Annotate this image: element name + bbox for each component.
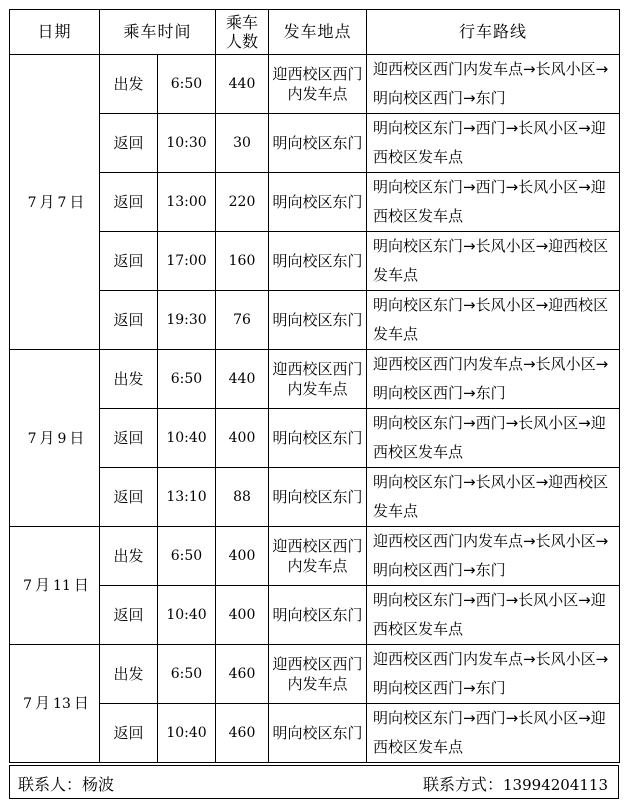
departure-time: 6:50 (158, 645, 216, 704)
departure-location: 明向校区东门 (269, 291, 367, 350)
route-description: 迎西校区西门内发车点→长风小区→明向校区西门→东门 (367, 55, 620, 114)
table-row (10, 586, 620, 645)
trip-type: 返回 (100, 173, 158, 232)
date-month-suffix: 月 (39, 428, 55, 447)
passenger-count: 30 (216, 114, 269, 173)
route-description: 迎西校区西门内发车点→长风小区→明向校区西门→东门 (367, 645, 620, 704)
header-date: 日期 (10, 10, 100, 55)
departure-time: 13:00 (158, 173, 216, 232)
date-month: 7 (23, 578, 33, 594)
date-cell (10, 527, 100, 645)
departure-location: 明向校区东门 (269, 232, 367, 291)
date-day-suffix: 日 (73, 694, 89, 712)
route-description: 迎西校区西门内发车点→长风小区→明向校区西门→东门 (367, 350, 620, 409)
date-cell (10, 645, 100, 763)
date-day-suffix: 日 (69, 192, 85, 211)
date-month-suffix: 月 (39, 192, 55, 211)
table-row (10, 527, 620, 586)
trip-type: 返回 (100, 704, 158, 763)
trip-type: 出发 (100, 350, 158, 409)
header-count-line2: 人数 (225, 32, 258, 51)
date-month: 7 (23, 696, 33, 712)
header-count (216, 10, 269, 55)
table-row (10, 114, 620, 173)
passenger-count: 88 (216, 468, 269, 527)
header-row (10, 10, 620, 55)
date-month: 7 (27, 194, 37, 211)
table-row (10, 55, 620, 114)
date-day: 7 (57, 194, 67, 211)
trip-type: 返回 (100, 291, 158, 350)
contact-phone (423, 772, 608, 795)
date-day-suffix: 日 (69, 428, 85, 447)
passenger-count: 460 (216, 704, 269, 763)
route-description: 明向校区东门→西门→长风小区→迎西校区发车点 (367, 586, 620, 645)
passenger-count: 400 (216, 527, 269, 586)
departure-time: 17:00 (158, 232, 216, 291)
table-row (10, 645, 620, 704)
trip-type: 返回 (100, 114, 158, 173)
phone-number: 13994204113 (503, 776, 608, 794)
table-row (10, 468, 620, 527)
schedule-body (10, 10, 620, 763)
contact-footer (9, 765, 619, 799)
date-day: 13 (53, 696, 71, 712)
departure-time: 19:30 (158, 291, 216, 350)
contact-name: 杨波 (82, 775, 115, 794)
departure-location: 明向校区东门 (269, 409, 367, 468)
route-description: 明向校区东门→西门→长风小区→迎西校区发车点 (367, 173, 620, 232)
route-description: 迎西校区西门内发车点→长风小区→明向校区西门→东门 (367, 527, 620, 586)
date-day: 9 (57, 430, 67, 447)
trip-type: 返回 (100, 409, 158, 468)
departure-time: 13:10 (158, 468, 216, 527)
date-cell (10, 350, 100, 527)
date-cell (10, 55, 100, 350)
bus-schedule-table (9, 9, 620, 763)
passenger-count: 400 (216, 409, 269, 468)
header-count-line1: 乘车 (225, 13, 258, 32)
departure-time: 6:50 (158, 527, 216, 586)
route-description: 明向校区东门→西门→长风小区→迎西校区发车点 (367, 409, 620, 468)
trip-type: 出发 (100, 527, 158, 586)
departure-location: 迎西校区西门内发车点 (269, 55, 367, 114)
schedule-sheet (9, 9, 620, 763)
passenger-count: 400 (216, 586, 269, 645)
table-row (10, 291, 620, 350)
departure-time: 6:50 (158, 350, 216, 409)
table-row (10, 173, 620, 232)
departure-location: 明向校区东门 (269, 114, 367, 173)
passenger-count: 76 (216, 291, 269, 350)
departure-time: 10:40 (158, 409, 216, 468)
route-description: 明向校区东门→西门→长风小区→迎西校区发车点 (367, 114, 620, 173)
departure-time: 10:30 (158, 114, 216, 173)
route-description: 明向校区东门→西门→长风小区→迎西校区发车点 (367, 704, 620, 763)
date-month-suffix: 月 (35, 576, 51, 594)
date-day-suffix: 日 (73, 576, 89, 594)
date-month-suffix: 月 (35, 694, 51, 712)
passenger-count: 440 (216, 55, 269, 114)
header-origin: 发车地点 (269, 10, 367, 55)
contact-label: 联系人： (18, 775, 83, 794)
header-time: 乘车时间 (100, 10, 216, 55)
route-description: 明向校区东门→长风小区→迎西校区发车点 (367, 232, 620, 291)
trip-type: 返回 (100, 232, 158, 291)
table-row (10, 232, 620, 291)
table-row (10, 350, 620, 409)
departure-location: 迎西校区西门内发车点 (269, 350, 367, 409)
departure-location: 明向校区东门 (269, 586, 367, 645)
trip-type: 返回 (100, 468, 158, 527)
passenger-count: 220 (216, 173, 269, 232)
departure-time: 10:40 (158, 704, 216, 763)
departure-location: 明向校区东门 (269, 173, 367, 232)
trip-type: 返回 (100, 586, 158, 645)
departure-location: 迎西校区西门内发车点 (269, 645, 367, 704)
departure-location: 明向校区东门 (269, 704, 367, 763)
contact-person (18, 772, 114, 795)
route-description: 明向校区东门→长风小区→迎西校区发车点 (367, 291, 620, 350)
departure-time: 6:50 (158, 55, 216, 114)
passenger-count: 460 (216, 645, 269, 704)
trip-type: 出发 (100, 645, 158, 704)
table-row (10, 704, 620, 763)
table-row (10, 409, 620, 468)
passenger-count: 440 (216, 350, 269, 409)
date-day: 11 (53, 578, 71, 594)
trip-type: 出发 (100, 55, 158, 114)
phone-label: 联系方式： (423, 775, 504, 794)
departure-location: 迎西校区西门内发车点 (269, 527, 367, 586)
departure-time: 10:40 (158, 586, 216, 645)
passenger-count: 160 (216, 232, 269, 291)
route-description: 明向校区东门→长风小区→迎西校区发车点 (367, 468, 620, 527)
header-route: 行车路线 (367, 10, 620, 55)
date-month: 7 (27, 430, 37, 447)
departure-location: 明向校区东门 (269, 468, 367, 527)
